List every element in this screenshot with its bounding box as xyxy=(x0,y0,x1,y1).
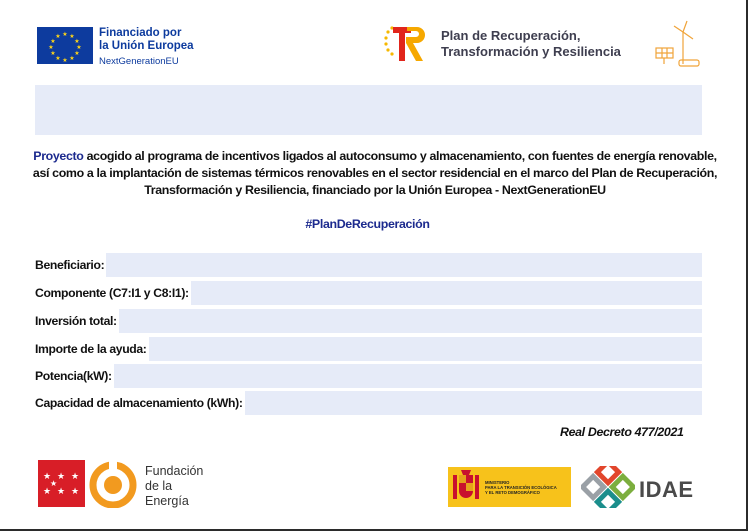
idae-logo xyxy=(581,466,694,513)
project-lead: Proyecto xyxy=(33,149,84,163)
windmill-solar-icon xyxy=(653,20,703,75)
eu-flag-icon: ★ ★ ★ ★ ★ ★ ★ ★ ★ ★ ★ ★ xyxy=(37,27,93,64)
inversion-total-field[interactable] xyxy=(119,309,702,333)
eu-line-3: NextGenerationEU xyxy=(99,56,179,67)
field-label: Beneficiario: xyxy=(35,258,105,272)
potencia-field[interactable] xyxy=(114,364,702,388)
capacidad-almacenamiento-field[interactable] xyxy=(245,391,702,415)
fundacion-line-1: Fundación xyxy=(145,464,204,478)
fundacion-energia-logo-icon xyxy=(89,460,137,513)
project-description xyxy=(30,148,720,199)
ministry-logo xyxy=(448,467,571,507)
spain-shield-icon xyxy=(451,469,481,505)
form-row-capacidad xyxy=(35,391,702,415)
field-label: Inversión total: xyxy=(35,314,117,328)
fundacion-line-2: de la xyxy=(145,479,173,493)
field-label: Importe de la ayuda: xyxy=(35,342,147,356)
ministry-line-2: PARA LA TRANSICIÓN ECOLÓGICA xyxy=(485,484,557,490)
eu-line-1: Financiado por xyxy=(99,27,182,39)
form-row-potencia xyxy=(35,364,702,388)
beneficiario-field[interactable] xyxy=(106,253,702,277)
fundacion-line-3: Energía xyxy=(145,494,189,508)
decree-reference: Real Decreto 477/2021 xyxy=(560,425,684,439)
ministry-line-3: Y EL RETO DEMOGRÁFICO xyxy=(485,489,540,495)
tr-logo-icon xyxy=(383,23,433,65)
comunidad-madrid-flag-icon: ★ ★ ★ ★ ★ ★ ★ xyxy=(38,460,85,507)
field-label: Componente (C7:I1 y C8:I1): xyxy=(35,286,189,300)
componente-field[interactable] xyxy=(191,281,702,305)
form-row-inversion xyxy=(35,309,702,333)
form-row-importe xyxy=(35,337,702,361)
eu-funding-logo xyxy=(37,27,194,68)
idae-wordmark: IDAE xyxy=(639,476,694,502)
ministry-line-1: MINISTERIO xyxy=(485,479,510,485)
form-row-componente xyxy=(35,281,702,305)
importe-ayuda-field[interactable] xyxy=(149,337,702,361)
plan-line-2: Transformación y Resiliencia xyxy=(441,44,621,59)
idae-logo-icon xyxy=(581,466,635,513)
plan-recuperacion-logo xyxy=(383,23,621,65)
field-label: Capacidad de almacenamiento (kWh): xyxy=(35,396,243,410)
header-band xyxy=(35,85,702,135)
fundacion-energia-logo xyxy=(89,460,203,513)
eu-line-2: la Unión Europea xyxy=(99,40,194,52)
form-row-beneficiario xyxy=(35,253,702,277)
hashtag: #PlanDeRecuperación xyxy=(305,217,430,231)
plan-line-1: Plan de Recuperación, xyxy=(441,28,581,43)
project-text: acogido al programa de incentivos ligados al autoconsumo y almacenamiento, con fuentes de energía renovable, así como a la implantación de sistemas térmicos renovables en el sector residencial en el marco del Plan de Recuperación, Transformación y Resiliencia, financiado por la Unión Europea - NextGenerationEU xyxy=(32,149,718,197)
field-label: Potencia(kW): xyxy=(35,369,112,383)
